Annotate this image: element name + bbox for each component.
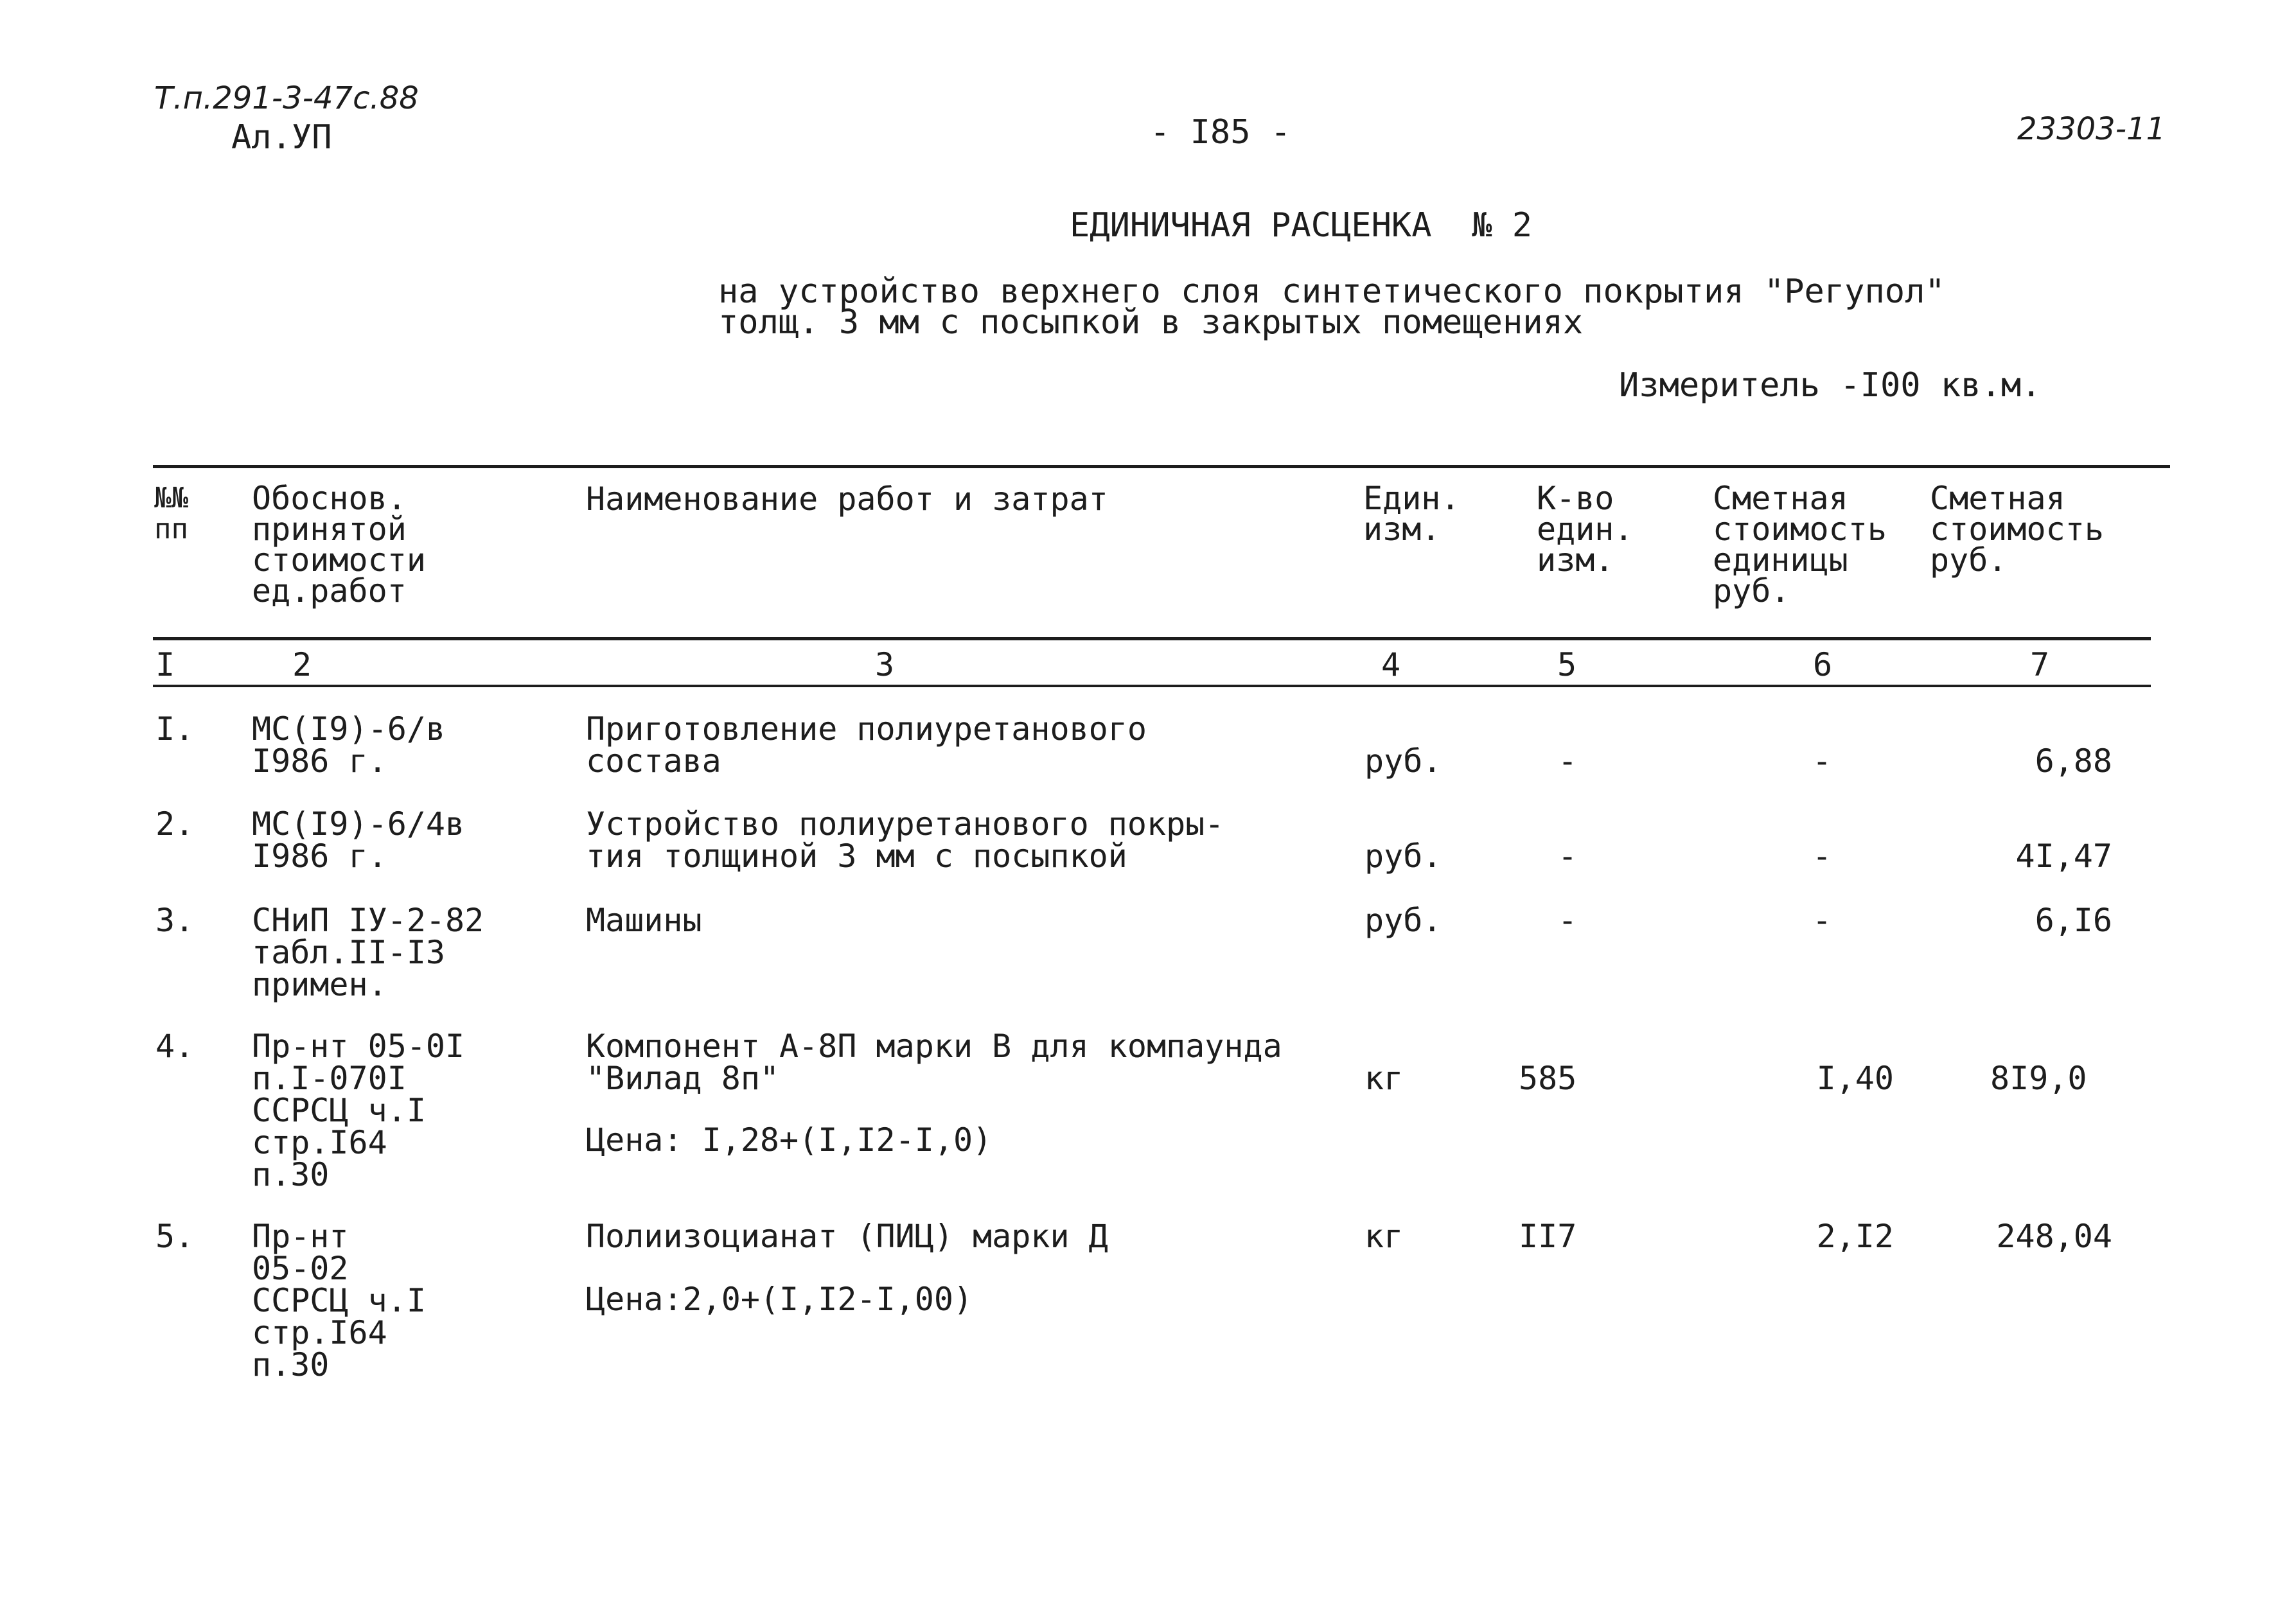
row-unit: кг — [1364, 1060, 1404, 1097]
row-unit-cost: 2,I2 — [1816, 1218, 1894, 1255]
row-total: 8I9,0 — [1990, 1060, 2087, 1097]
row-basis: МС(I9)-6/в I986 г. — [252, 710, 446, 780]
document-subtitle-line-2: толщ. 3 мм с посыпкой в закрытых помещениях — [718, 303, 1584, 342]
row-number: I. — [155, 710, 195, 748]
column-number-7: 7 — [2030, 646, 2050, 683]
header-quantity: К-во един. изм. — [1537, 480, 1634, 579]
header-row-number: №№ пп — [154, 482, 188, 545]
row-price-formula: Цена: I,28+(I,I2-I,0) — [586, 1121, 993, 1159]
document-subtitle-line-1: на устройство верхнего слоя синтетического покрытия "Регупол" — [718, 272, 1945, 311]
row-work-name: Приготовление полиуретанового состава — [586, 710, 1147, 780]
table-top-rule — [153, 465, 2170, 468]
header-total-cost: Сметная стоимость руб. — [1930, 480, 2104, 579]
row-total: 248,04 — [1996, 1218, 2112, 1255]
column-number-3: 3 — [875, 646, 895, 683]
measurement-unit: Измеритель -I00 кв.м. — [1619, 366, 2042, 405]
document-heading: ЕДИНИЧНАЯ РАСЦЕНКА № 2 — [1070, 206, 1533, 245]
row-unit: руб. — [1364, 838, 1442, 875]
row-basis: Пр-нт 05-0I п.I-070I ССРСЦ ч.I стр.I64 п.30 — [252, 1028, 465, 1193]
column-number-1: I — [155, 646, 175, 683]
row-work-name: Устройство полиуретанового покры- тия толщиной 3 мм с посыпкой — [586, 805, 1224, 875]
album-label: Ал.УП — [231, 118, 332, 157]
row-basis: СНиП IУ-2-82 табл.II-I3 примен. — [252, 902, 484, 1003]
row-unit-cost: I,40 — [1816, 1060, 1894, 1097]
row-work-name: Машины — [586, 902, 702, 939]
row-number: 4. — [155, 1028, 195, 1065]
column-number-4: 4 — [1381, 646, 1401, 683]
inventory-number: 23303-11 — [2017, 111, 2166, 147]
column-number-5: 5 — [1557, 646, 1577, 683]
row-basis: Пр-нт 05-02 ССРСЦ ч.I стр.I64 п.30 — [252, 1218, 426, 1383]
row-quantity: - — [1557, 742, 1578, 780]
column-number-2: 2 — [292, 646, 312, 683]
row-unit-cost: - — [1812, 742, 1832, 780]
row-basis: МС(I9)-6/4в I986 г. — [252, 805, 465, 875]
row-quantity: - — [1557, 902, 1578, 939]
header-work-name: Наименование работ и затрат — [586, 480, 1108, 518]
row-price-formula: Цена:2,0+(I,I2-I,00) — [586, 1281, 973, 1318]
row-unit-cost: - — [1812, 902, 1832, 939]
row-number: 3. — [155, 902, 195, 939]
row-unit: руб. — [1364, 902, 1442, 939]
column-numbers-rule — [153, 685, 2151, 687]
row-work-name: Полиизоцианат (ПИЦ) марки Д — [586, 1218, 1108, 1255]
row-work-name: Компонент А-8П марки В для компаунда "Вилад 8п" — [586, 1028, 1282, 1097]
row-number: 5. — [155, 1218, 195, 1255]
row-total: 6,I6 — [2035, 902, 2112, 939]
row-total: 4I,47 — [2015, 838, 2112, 875]
row-quantity: 585 — [1519, 1060, 1577, 1097]
row-unit: руб. — [1364, 742, 1442, 780]
row-total: 6,88 — [2035, 742, 2112, 780]
table-header-rule — [153, 637, 2151, 640]
document-code: Т.п.291-3-47с.88 — [154, 80, 419, 116]
header-unit-cost: Сметная стоимость единицы руб. — [1713, 480, 1887, 610]
column-number-6: 6 — [1813, 646, 1833, 683]
row-quantity: - — [1557, 838, 1578, 875]
row-quantity: II7 — [1519, 1218, 1577, 1255]
header-basis: Обоснов. принятой стоимости ед.работ — [252, 480, 426, 610]
row-unit-cost: - — [1812, 838, 1832, 875]
row-unit: кг — [1364, 1218, 1404, 1255]
row-number: 2. — [155, 805, 195, 843]
header-unit: Един. изм. — [1363, 480, 1460, 548]
page-number: - I85 - — [1150, 113, 1291, 152]
